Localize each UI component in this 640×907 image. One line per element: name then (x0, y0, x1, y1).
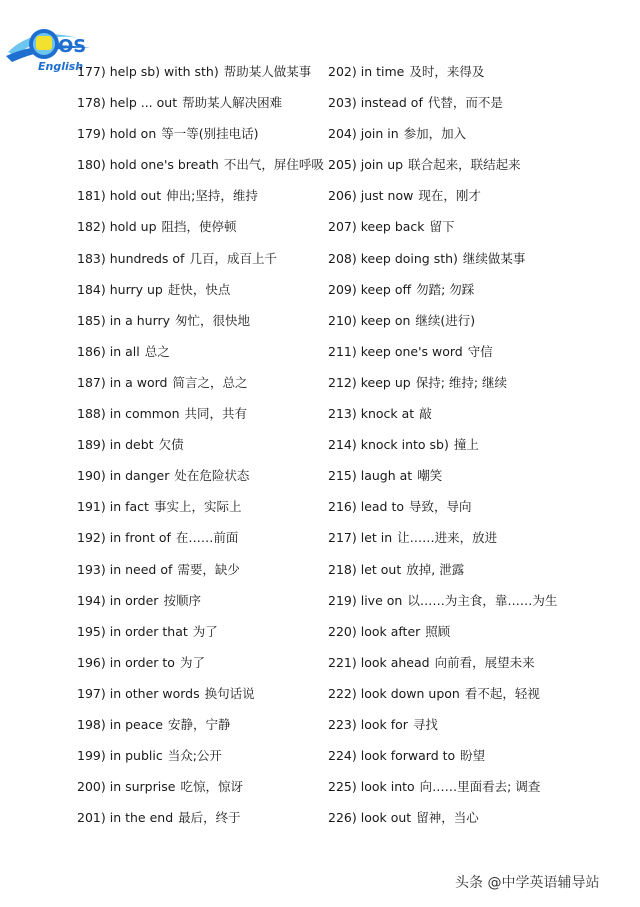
phrase-zh: 帮助某人做某事 (223, 64, 312, 79)
phrase-row (77, 771, 325, 802)
phrase-en: in time (360, 64, 405, 79)
phrase-num: 224) (328, 748, 357, 764)
phrase-zh: 匆忙，很快地 (175, 312, 251, 328)
phrase-row (77, 211, 325, 242)
phrase-zh: 留神，当心 (416, 810, 479, 826)
phrase-row (77, 274, 325, 305)
phrase-num: 212) (328, 374, 357, 390)
phrase-en: look into (360, 779, 415, 795)
phrase-zh: 换句话说 (204, 685, 255, 701)
phrase-zh: 安静，宁静 (167, 716, 231, 732)
logo-badge-text: OS (58, 36, 87, 57)
phrase-row (77, 398, 325, 429)
phrase-row (77, 678, 325, 709)
phrase-num: 199) (77, 748, 106, 764)
phrase-zh: 继续做某事 (462, 250, 526, 266)
phrase-zh: 导致，导向 (409, 499, 472, 515)
phrase-zh: 按顺序 (163, 592, 201, 608)
phrase-zh: 总之 (144, 343, 170, 359)
phrase-num: 196) (77, 654, 106, 670)
phrase-en: in all (109, 343, 140, 359)
phrase-zh: 等一等(别挂电话) (161, 126, 259, 142)
phrase-en: join up (360, 157, 404, 173)
phrase-num: 181) (77, 188, 106, 204)
phrase-num: 195) (77, 623, 106, 639)
phrase-num: 189) (77, 437, 106, 453)
phrase-num: 193) (77, 561, 106, 577)
phrase-zh: 代替，而不是 (427, 95, 503, 111)
phrase-zh: 让……进来，放进 (397, 530, 498, 546)
phrase-row (328, 118, 628, 149)
phrase-zh: 为了 (179, 654, 205, 670)
phrase-en: hold up (109, 219, 157, 235)
phrase-num: 186) (77, 343, 106, 359)
phrase-en: look for (360, 716, 408, 732)
phrase-row (328, 429, 628, 460)
phrase-zh: 撞上 (453, 437, 479, 453)
phrase-row (328, 740, 628, 771)
phrase-en: in front of (109, 530, 171, 546)
phrase-en: keep doing sth) (360, 250, 458, 266)
phrase-row (328, 647, 628, 678)
phrase-en: keep off (360, 281, 412, 297)
phrase-en: look forward to (360, 748, 456, 764)
phrase-en: knock at (360, 406, 415, 422)
phrase-num: 185) (77, 312, 106, 328)
phrase-en: laugh at (360, 468, 413, 484)
phrase-zh: 需要，缺少 (177, 561, 240, 577)
phrase-en: let out (360, 561, 402, 577)
phrase-num: 225) (328, 779, 357, 795)
phrase-row (328, 460, 628, 491)
phrase-zh: 看不起，轻视 (464, 685, 540, 701)
phrase-en: in the end (109, 810, 174, 826)
phrase-row (328, 243, 628, 274)
phrase-zh: 向……里面看去; 调查 (419, 779, 541, 795)
phrase-row (77, 554, 325, 585)
phrase-num: 191) (77, 499, 106, 515)
phrase-num: 202) (328, 64, 357, 79)
phrase-zh: 伸出;坚持，维持 (166, 188, 258, 204)
phrase-num: 218) (328, 561, 357, 577)
phrase-zh: 参加，加入 (403, 126, 467, 142)
phrase-zh: 继续(进行) (415, 312, 476, 328)
phrase-row (328, 585, 628, 616)
phrase-num: 194) (77, 592, 106, 608)
phrase-num: 179) (77, 126, 106, 142)
phrase-row (77, 180, 325, 211)
phrase-row (77, 585, 325, 616)
phrase-num: 180) (77, 157, 106, 173)
phrase-en: in other words (109, 685, 200, 701)
phrase-list-right (328, 56, 628, 833)
phrase-row (77, 149, 325, 180)
phrase-num: 190) (77, 468, 106, 484)
phrase-num: 201) (77, 810, 106, 826)
phrase-num: 219) (328, 592, 357, 608)
phrase-num: 197) (77, 685, 106, 701)
phrase-row (77, 56, 325, 87)
phrase-row (77, 709, 325, 740)
phrase-zh: 处在危险状态 (174, 468, 250, 484)
phrase-num: 226) (328, 810, 357, 826)
phrase-en: in debt (109, 437, 154, 453)
phrase-row (77, 460, 325, 491)
phrase-num: 205) (328, 157, 357, 173)
phrase-num: 222) (328, 685, 357, 701)
phrase-en: in surprise (109, 779, 176, 795)
phrase-zh: 盼望 (460, 748, 486, 764)
phrase-row (328, 491, 628, 522)
phrase-num: 184) (77, 281, 106, 297)
phrase-num: 203) (328, 95, 357, 111)
phrase-row (77, 491, 325, 522)
phrase-num: 210) (328, 312, 357, 328)
phrase-en: instead of (360, 95, 423, 111)
phrase-zh: 几百，成百上千 (189, 250, 277, 266)
phrase-zh: 简言之，总之 (172, 374, 248, 390)
phrase-en: keep back (360, 219, 425, 235)
phrase-en: keep on (360, 312, 411, 328)
phrase-zh: 不出气，屏住呼吸 (223, 157, 324, 173)
phrase-row (328, 305, 628, 336)
phrase-row (328, 771, 628, 802)
phrase-num: 220) (328, 623, 357, 639)
phrase-num: 200) (77, 779, 106, 795)
phrase-en: knock into sb) (360, 437, 449, 453)
phrase-row (328, 367, 628, 398)
phrase-num: 177) (77, 64, 106, 79)
phrase-en: hurry up (109, 281, 163, 297)
phrase-en: hold on (109, 126, 157, 142)
phrase-zh: 现在，刚才 (418, 188, 481, 204)
phrase-zh: 及时，来得及 (409, 64, 485, 79)
phrase-num: 221) (328, 654, 357, 670)
phrase-row (328, 616, 628, 647)
phrase-row (77, 429, 325, 460)
phrase-row (328, 398, 628, 429)
phrase-zh: 以……为主食，靠……为生 (407, 592, 558, 608)
phrase-zh: 放掉, 泄露 (406, 561, 465, 577)
phrase-num: 178) (77, 95, 106, 111)
phrase-row (77, 336, 325, 367)
phrase-row (77, 647, 325, 678)
phrase-row (328, 802, 628, 833)
phrase-zh: 嘲笑 (417, 468, 443, 484)
phrase-row (77, 243, 325, 274)
phrase-row (328, 336, 628, 367)
phrase-zh: 向前看，展望未来 (434, 654, 535, 670)
phrase-en: look after (360, 623, 421, 639)
phrase-en: in a word (109, 374, 168, 390)
phrase-num: 215) (328, 468, 357, 484)
phrase-en: in a hurry (109, 312, 171, 328)
phrase-zh: 保持; 维持; 继续 (415, 374, 508, 390)
phrase-zh: 勿踏; 勿踩 (416, 281, 475, 297)
phrase-en: join in (360, 126, 399, 142)
phrase-en: in fact (109, 499, 149, 515)
phrase-num: 209) (328, 281, 357, 297)
phrase-zh: 联合起来，联结起来 (408, 157, 521, 173)
phrase-zh: 寻找 (412, 716, 438, 732)
phrase-en: live on (360, 592, 403, 608)
phrase-row (77, 616, 325, 647)
phrase-en: in common (109, 406, 180, 422)
watermark: 头条 @中学英语辅导站 (455, 875, 600, 891)
phrase-zh: 留下 (429, 219, 455, 235)
phrase-en: hold one's breath (109, 157, 219, 173)
phrase-en: hold out (109, 188, 162, 204)
phrase-en: in order to (109, 654, 175, 670)
phrase-num: 204) (328, 126, 357, 142)
phrase-num: 208) (328, 250, 357, 266)
phrase-num: 207) (328, 219, 357, 235)
phrase-row (328, 149, 628, 180)
phrase-en: just now (360, 188, 414, 204)
phrase-zh: 为了 (192, 623, 218, 639)
phrase-row (77, 118, 325, 149)
phrase-num: 192) (77, 530, 106, 546)
phrase-row (328, 180, 628, 211)
phrase-en: in order that (109, 623, 188, 639)
phrase-en: in public (109, 748, 163, 764)
phrase-num: 214) (328, 437, 357, 453)
phrase-num: 187) (77, 374, 106, 390)
phrase-zh: 赶快，快点 (167, 281, 231, 297)
phrase-row (77, 522, 325, 553)
logo-brand-text: English (38, 60, 84, 73)
phrase-row (328, 87, 628, 118)
phrase-num: 188) (77, 406, 106, 422)
phrase-en: look ahead (360, 654, 430, 670)
phrase-zh: 守信 (467, 343, 493, 359)
phrase-zh: 吃惊，惊讶 (180, 779, 243, 795)
phrase-num: 183) (77, 250, 106, 266)
phrase-zh: 在……前面 (175, 530, 239, 546)
phrase-num: 182) (77, 219, 106, 235)
phrase-zh: 当众;公开 (167, 748, 222, 764)
phrase-zh: 阻挡，使停顿 (161, 219, 237, 235)
phrase-row (328, 56, 628, 87)
phrase-num: 223) (328, 716, 357, 732)
phrase-en: in danger (109, 468, 170, 484)
phrase-row (77, 802, 325, 833)
phrase-num: 213) (328, 406, 357, 422)
phrase-zh: 共同，共有 (184, 406, 248, 422)
phrase-row (77, 740, 325, 771)
phrase-en: look out (360, 810, 412, 826)
phrase-num: 211) (328, 343, 357, 359)
phrase-en: help sb) with sth) (109, 64, 219, 79)
phrase-row (77, 87, 325, 118)
phrase-row (328, 211, 628, 242)
phrase-en: in need of (109, 561, 173, 577)
phrase-en: keep up (360, 374, 411, 390)
phrase-num: 216) (328, 499, 357, 515)
phrase-zh: 事实上，实际上 (153, 499, 242, 515)
phrase-en: keep one's word (360, 343, 463, 359)
phrase-row (328, 709, 628, 740)
phrase-row (328, 554, 628, 585)
phrase-row (77, 305, 325, 336)
phrase-row (328, 522, 628, 553)
phrase-zh: 欠债 (158, 437, 184, 453)
phrase-num: 198) (77, 716, 106, 732)
phrase-row (328, 274, 628, 305)
phrase-list-left (77, 56, 325, 833)
phrase-zh: 最后，终于 (178, 810, 241, 826)
phrase-zh: 敲 (419, 406, 432, 422)
phrase-zh: 帮助某人解决困难 (182, 95, 283, 111)
phrase-en: in peace (109, 716, 163, 732)
phrase-en: look down upon (360, 685, 460, 701)
phrase-num: 206) (328, 188, 357, 204)
phrase-en: lead to (360, 499, 405, 515)
phrase-en: in order (109, 592, 159, 608)
phrase-zh: 照顾 (425, 623, 451, 639)
phrase-row (77, 367, 325, 398)
phrase-en: help ... out (109, 95, 178, 111)
phrase-en: hundreds of (109, 250, 185, 266)
phrase-en: let in (360, 530, 393, 546)
phrase-num: 217) (328, 530, 357, 546)
phrase-row (328, 678, 628, 709)
